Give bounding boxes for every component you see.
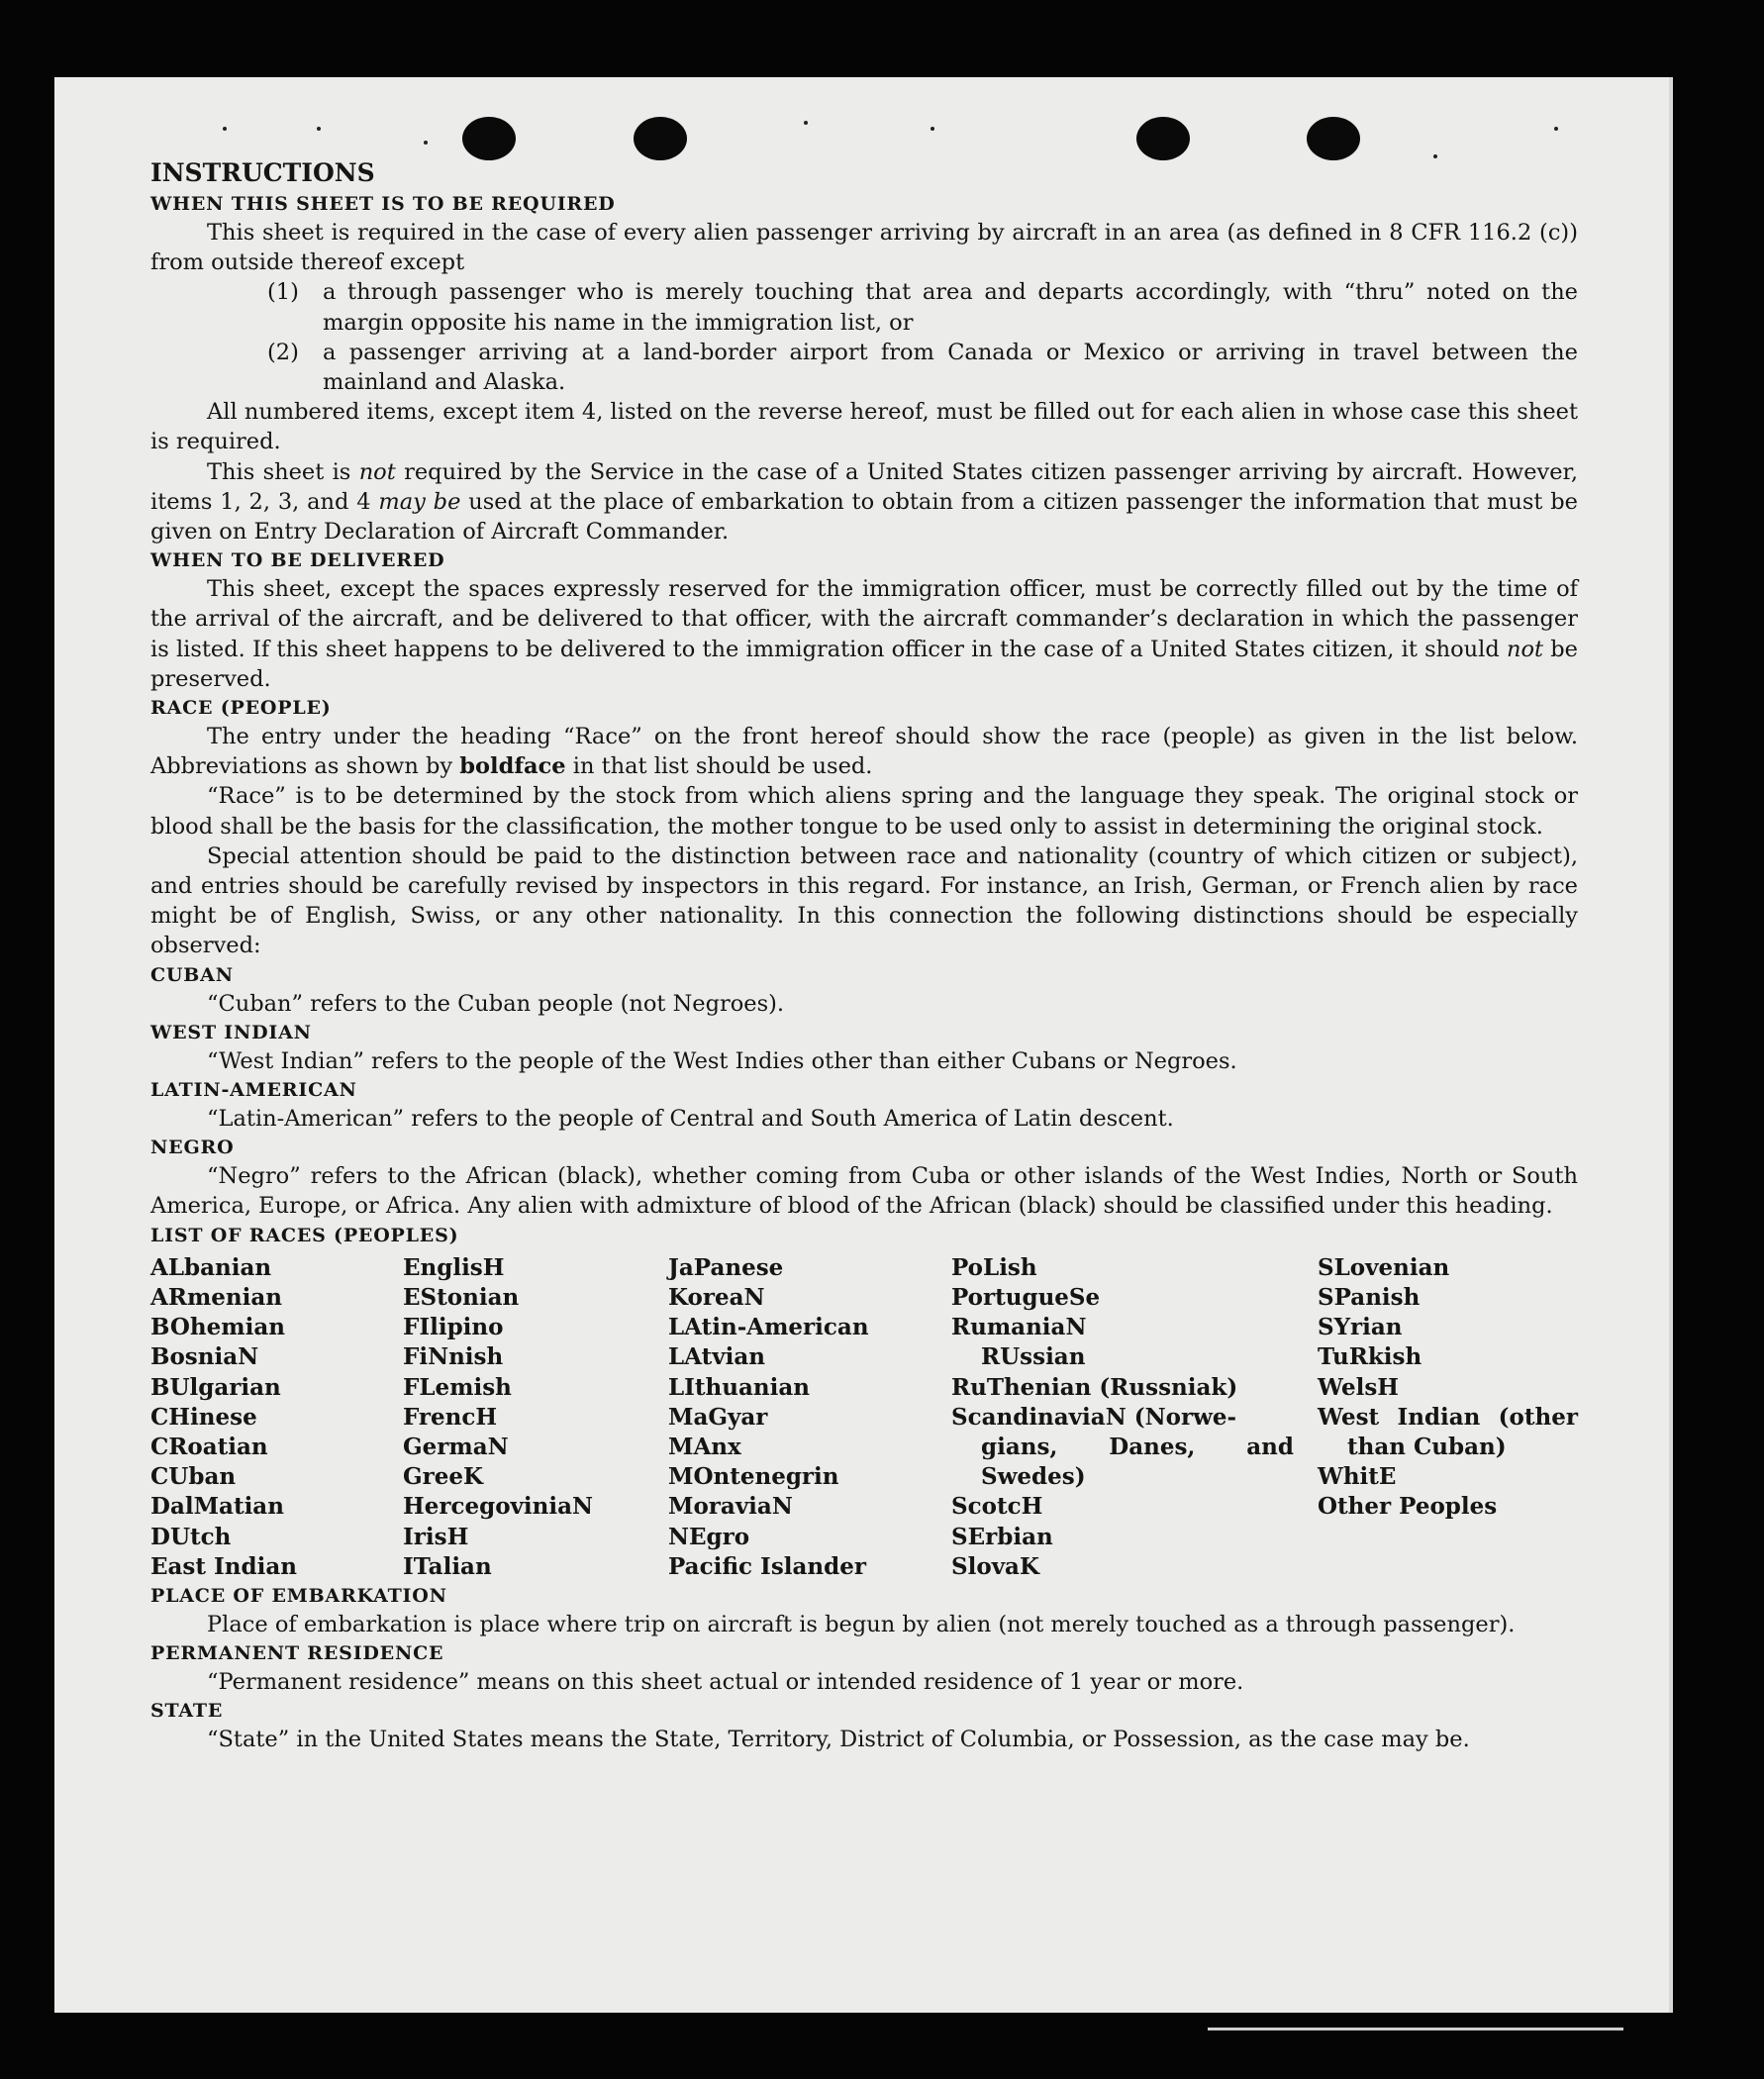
heading-negro: NEGRO: [150, 1137, 235, 1159]
heading-list-of-races: LIST OF RACES (PEOPLES): [150, 1224, 459, 1246]
race-item: MOntenegrin: [668, 1463, 839, 1491]
race-item: SPanish: [1318, 1283, 1421, 1311]
race-item: Pacific Islander: [668, 1552, 866, 1580]
paragraph: This sheet is not required by the Service in the case of a United States citizen passenger arriving by aircraft. However, items 1, 2, 3, and 4 may be used at the place of embarkation to obtain from a citizen passenger the information that must be given on Entry Declaration of Aircraft Commander.: [150, 458, 1578, 545]
races-column-4: [951, 1253, 1318, 1582]
race-item: CHinese: [150, 1403, 257, 1431]
race-item: LAtvian: [668, 1343, 765, 1371]
race-item: than Cuban): [1347, 1433, 1507, 1460]
paragraph: “Permanent residence” means on this sheet actual or intended residence of 1 year or more.: [207, 1669, 1244, 1696]
race-item: BosniaN: [150, 1343, 259, 1371]
race-item: FrencH: [403, 1403, 498, 1431]
race-item: GermaN: [403, 1433, 509, 1460]
race-item: SErbian: [951, 1523, 1053, 1550]
race-item: BOhemian: [150, 1314, 285, 1341]
race-item: TuRkish: [1318, 1343, 1422, 1371]
race-item: SYrian: [1318, 1314, 1403, 1341]
race-item: gians, Danes, and: [981, 1433, 1294, 1460]
speck: [317, 127, 321, 131]
races-list: [150, 1253, 1578, 1582]
heading-residence: PERMANENT RESIDENCE: [150, 1642, 444, 1665]
paragraph: Place of embarkation is place where trip on aircraft is begun by alien (not merely touched as a through passenger).: [207, 1611, 1516, 1637]
heading-required: WHEN THIS SHEET IS TO BE REQUIRED: [150, 193, 616, 215]
race-item: GreeK: [403, 1463, 484, 1491]
race-item: ScotcH: [951, 1493, 1043, 1521]
paragraph: Special attention should be paid to the distinction between race and nationality (country of which citizen or subject), and entries should be carefully revised by inspectors in this regard. For instance, an Irish, German, or French alien by race might be of English, Swiss, or any other nationality. In this connection the following distinctions should be especially observed:: [150, 842, 1578, 959]
punch-hole: [1307, 117, 1360, 160]
race-item: DUtch: [150, 1523, 232, 1550]
paragraph: “Race” is to be determined by the stock from which aliens spring and the language they speak. The original stock or blood shall be the basis for the classification, the mother tongue to be used only to assist in determining the original stock.: [150, 783, 1578, 840]
race-item: East Indian: [150, 1552, 297, 1580]
speck: [223, 127, 227, 131]
heading-cuban: CUBAN: [150, 963, 234, 986]
race-item: Swedes): [981, 1463, 1086, 1491]
races-column-2: [403, 1253, 668, 1582]
item-text: a through passenger who is merely touching that area and departs accordingly, with “thru” noted on the margin opposite his name in the immigration list, or: [323, 279, 1578, 336]
paragraph: “Latin-American” refers to the people of Central and South America of Latin descent.: [207, 1106, 1174, 1133]
race-item: WhitE: [1318, 1463, 1397, 1491]
paragraph: “Negro” refers to the African (black), whether coming from Cuba or other islands of the West Indies, North or South America, Europe, or Africa. Any alien with admixture of blood of the African (black) should be classified under this heading.: [150, 1163, 1578, 1220]
heading-state: STATE: [150, 1700, 224, 1723]
race-item: ARmenian: [150, 1283, 283, 1311]
race-item: JaPanese: [668, 1253, 784, 1281]
race-item: RuThenian (Russniak): [951, 1373, 1238, 1401]
races-column-5: [1318, 1253, 1578, 1582]
race-item: DalMatian: [150, 1493, 284, 1521]
paragraph: “Cuban” refers to the Cuban people (not Negroes).: [207, 990, 785, 1017]
paragraph: This sheet, except the spaces expressly reserved for the immigration officer, must be correctly filled out by the time of the arrival of the aircraft, and be delivered to that officer, with the aircraft commander’s declaration in which the passenger is listed. If this sheet happens to be delivered to the immigration officer in the case of a United States citizen, it should not be preserved.: [150, 576, 1578, 692]
race-item: LIthuanian: [668, 1373, 810, 1401]
race-item: EnglisH: [403, 1253, 505, 1281]
punch-hole: [462, 117, 516, 160]
race-item: FIlipino: [403, 1314, 504, 1341]
heading-embarkation: PLACE OF EMBARKATION: [150, 1584, 447, 1607]
numbered-item: [267, 338, 1578, 397]
item-number: (1): [267, 279, 299, 306]
race-item: EStonian: [403, 1283, 520, 1311]
paragraph: “State” in the United States means the State, Territory, District of Columbia, or Possession, as the case may be.: [207, 1727, 1470, 1753]
paragraph: The entry under the heading “Race” on the front hereof should show the race (people) as given in the list below. Abbreviations as shown by boldface in that list should be used.: [150, 724, 1578, 780]
race-item: IrisH: [403, 1523, 469, 1550]
race-item: MaGyar: [668, 1403, 768, 1431]
race-item: ITalian: [403, 1552, 492, 1580]
speck: [804, 121, 808, 125]
race-item: BUlgarian: [150, 1373, 281, 1401]
punch-hole: [1136, 117, 1190, 160]
race-item: LAtin-American: [668, 1314, 869, 1341]
race-item: RUssian: [981, 1343, 1086, 1371]
races-column-1: [150, 1253, 403, 1582]
scan-edge-line: [1208, 2028, 1623, 2030]
heading-delivered: WHEN TO BE DELIVERED: [150, 549, 445, 572]
punch-hole: [634, 117, 687, 160]
race-item: WelsH: [1318, 1373, 1400, 1401]
paragraph: “West Indian” refers to the people of the West Indies other than either Cubans or Negroes.: [207, 1047, 1237, 1074]
race-item: SLovenian: [1318, 1253, 1450, 1281]
race-item: West Indian (other: [1318, 1403, 1578, 1431]
item-text: a passenger arriving at a land-border airport from Canada or Mexico or arriving in travel between the mainland and Alaska.: [323, 339, 1578, 396]
race-item: PoLish: [951, 1253, 1037, 1281]
race-item: KoreaN: [668, 1283, 765, 1311]
race-item: MoraviaN: [668, 1493, 793, 1521]
race-item: PortugueSe: [951, 1283, 1101, 1311]
page-title: INSTRUCTIONS: [150, 158, 375, 187]
item-number: (2): [267, 339, 299, 365]
race-item: SlovaK: [951, 1552, 1039, 1580]
paragraph: This sheet is required in the case of every alien passenger arriving by aircraft in an area (as defined in 8 CFR 116.2 (c)) from outside thereof except: [150, 220, 1578, 276]
race-item: ScandinaviaN (Norwe-: [951, 1403, 1237, 1431]
race-item: FLemish: [403, 1373, 512, 1401]
race-item: MAnx: [668, 1433, 741, 1460]
race-item: CRoatian: [150, 1433, 268, 1460]
race-item: ALbanian: [150, 1253, 272, 1281]
heading-latin-american: LATIN-AMERICAN: [150, 1079, 357, 1102]
instructions-text: [150, 156, 1578, 1755]
race-item: NEgro: [668, 1523, 750, 1550]
race-item: FiNnish: [403, 1343, 504, 1371]
race-item: CUban: [150, 1463, 237, 1491]
paragraph: All numbered items, except item 4, listed on the reverse hereof, must be filled out for each alien in whose case this sheet is required.: [150, 399, 1578, 455]
speck: [1554, 127, 1558, 131]
heading-race: RACE (PEOPLE): [150, 697, 332, 720]
race-item: RumaniaN: [951, 1314, 1087, 1341]
numbered-item: [267, 277, 1578, 337]
speck: [931, 127, 934, 131]
speck: [424, 141, 428, 145]
race-item: HercegoviniaN: [403, 1493, 594, 1521]
races-column-3: [668, 1253, 951, 1582]
race-item: Other Peoples: [1318, 1493, 1498, 1521]
heading-west-indian: WEST INDIAN: [150, 1021, 312, 1043]
